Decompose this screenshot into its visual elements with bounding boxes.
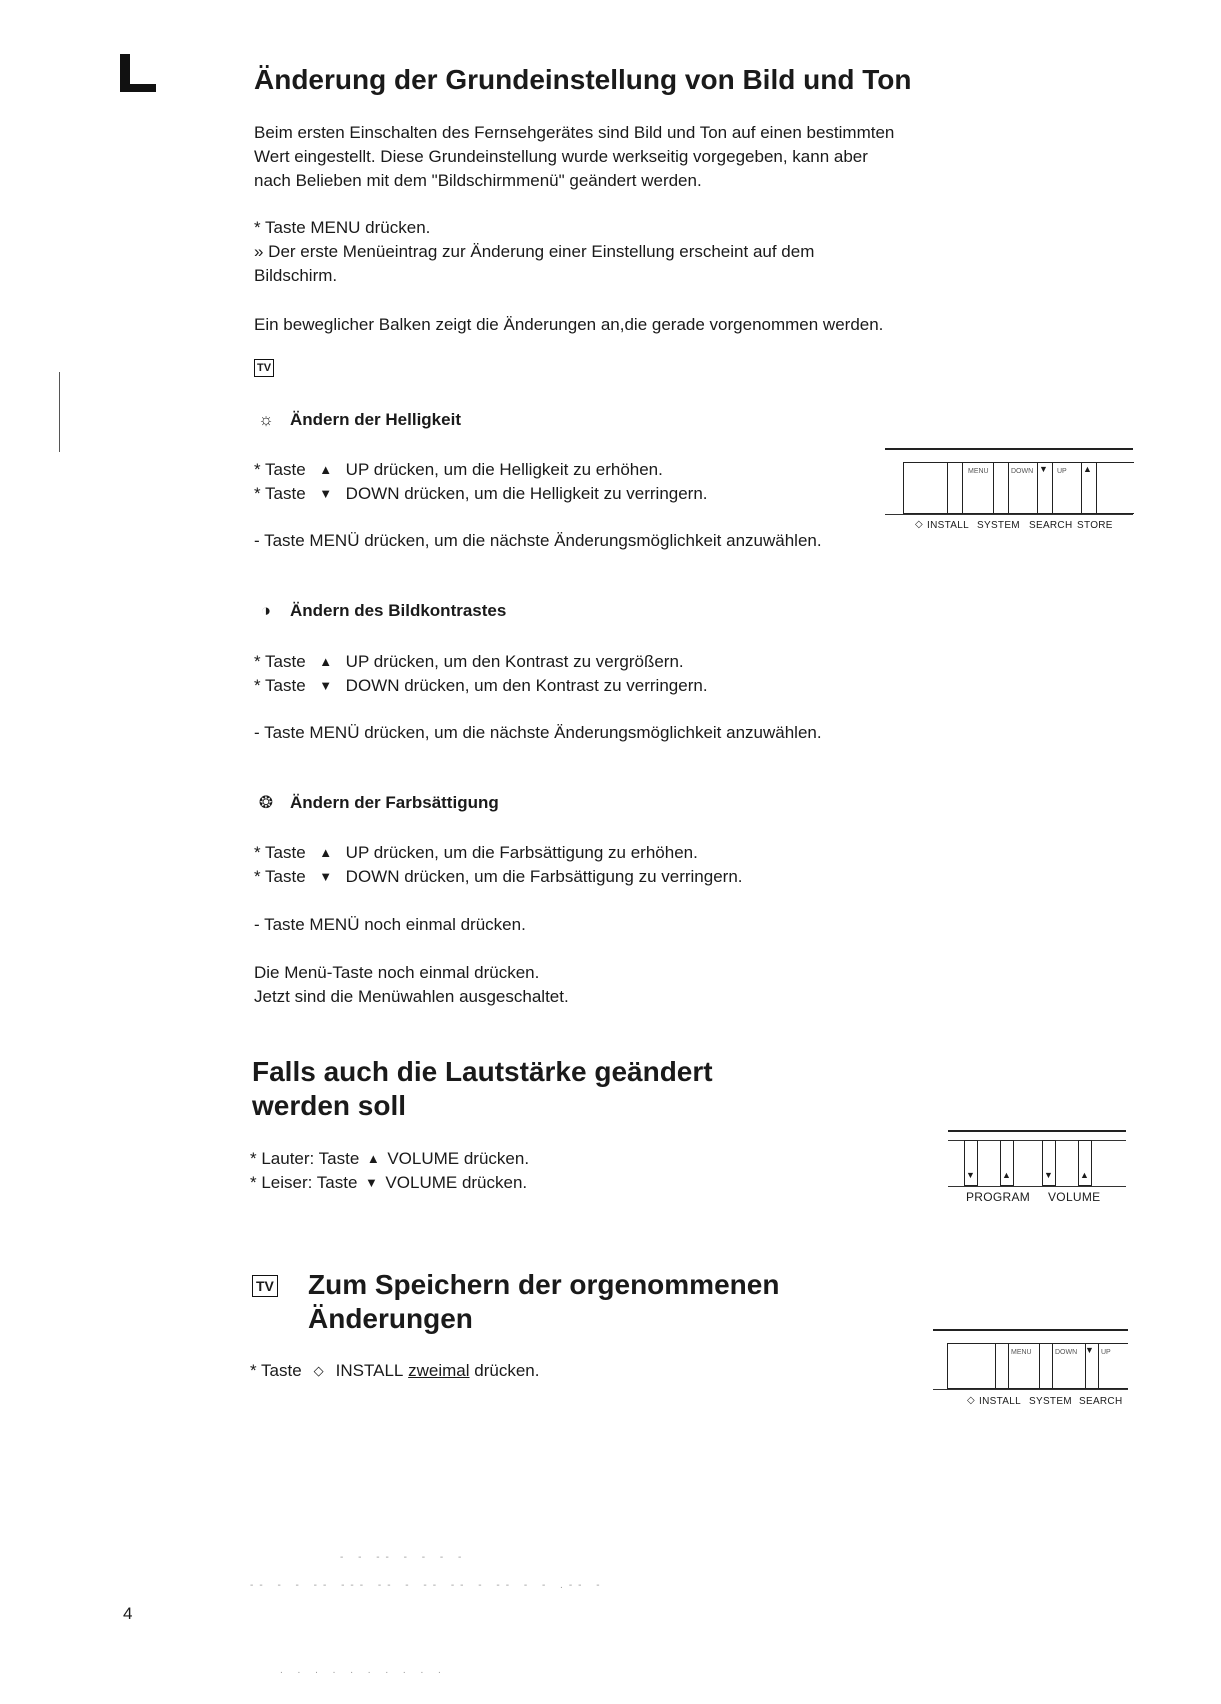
up-arrow-icon: ▲	[319, 462, 333, 477]
label-search: SEARCH	[1079, 1396, 1123, 1407]
up-arrow-icon: ▲	[1080, 1170, 1089, 1180]
saturation-next: - Taste MENÜ noch einmal drücken.	[254, 915, 526, 934]
label-install: INSTALL	[979, 1396, 1021, 1407]
page-number: 4	[123, 1604, 133, 1623]
brightness-next: - Taste MENÜ drücken, um die nächste Änderungsmöglichkeit anzuwählen.	[254, 531, 822, 550]
label-store: STORE	[1077, 520, 1113, 531]
key-label-down: DOWN	[1011, 468, 1034, 475]
label-program: PROGRAM	[966, 1190, 1031, 1204]
remote-keys-diagram-install	[933, 1329, 1133, 1419]
sun-icon: ☼	[258, 410, 274, 429]
volume-louder-line: * Lauter: Taste ▲ VOLUME drücken.	[250, 1147, 529, 1171]
manual-page: Änderung der Grundeinstellung von Bild und Ton Beim ersten Einschalten des Fernsehgerätes sind Bild und Ton auf einen bestimmten Wert eingestellt. Diese Grundeinstellung wurde werkseitig vorgegeben, kann aber nach Belieben mit dem "Bildschirmmenü" geändert werden. * Taste MENU drücken. » Der erste Menüeintrag zur Änderung einer Einstellung erscheint auf dem Bildschirm. Ein beweglicher Balken zeigt die Änderungen an,die gerade vorgenommen werden. TV ☼ Ändern der Helligkeit * Taste ▲ UP drücken, um die Helligkeit zu erhöhen. * Taste ▼ DOWN drücken, um die Helligkeit zu verringern. - Taste MENÜ drücken, um die nächste Änderungsmöglichkeit anzuwählen. ◑ Ändern des Bildkontrastes * Taste ▲ UP drücken, um den Kontrast zu vergrößern. * Taste ▼ DOWN drücken, um den Kontrast zu verringern. - Taste MENÜ drücken, um die nächste Änderungsmöglichkeit anzuwählen. ❂ Ändern der Farbsättigung * Taste ▲ UP drücken, um die Farbsättigung zu erhöhen. * Taste ▼ DOWN drücken, um die Farbsättigung zu verringern. - Taste MENÜ noch einmal drücken. Die Menü-Taste noch einmal drücken. Jetzt sind die Menüwahlen ausgeschaltet. Falls auch die Lautstärke geändert werden soll * Lauter: Taste ▲ VOLUME drücken. * Leiser: Taste ▼ VOLUME drücken. TV Zum Speichern der orgenommenen Änderungen * Taste ◇ INSTALL zweimal drücken. MENU DOWN ▼ UP ▲ ◇ INSTALL SYSTEM SEARCH STORE ▼ ▲ ▼ ▲ PROGRAM VOLUME MENU DOWN ▼ UP ◇ INSTALL SYSTEM SEARCH - - -- - - - - -- - - -- --- -- - -- -- - -- - - .-- - . . . . . . . . . . 4	[0, 0, 1221, 1704]
label-install: INSTALL	[927, 520, 969, 531]
contrast-next: - Taste MENÜ drücken, um die nächste Änderungsmöglichkeit anzuwählen.	[254, 723, 822, 742]
section-marker-L	[120, 54, 156, 92]
down-arrow-icon: ▼	[319, 869, 333, 884]
volume-quieter-line: * Leiser: Taste ▼ VOLUME drücken.	[250, 1171, 527, 1195]
key-label-menu: MENU	[968, 468, 989, 475]
brightness-heading-text: Ändern der Helligkeit	[290, 410, 461, 429]
remote-keys-diagram-menu	[885, 448, 1135, 538]
menu-step-line: Bildschirm.	[254, 266, 338, 285]
remote-key	[947, 462, 963, 514]
up-arrow-icon: ▲	[1083, 464, 1092, 474]
scan-noise: . . . . . . . . . .	[280, 1665, 447, 1676]
remote-key	[995, 1343, 1009, 1389]
saturation-heading-text: Ändern der Farbsättigung	[290, 793, 499, 812]
contrast-heading	[254, 601, 506, 621]
contrast-up-line: * Taste ▲ UP drücken, um den Kontrast zu vergrößern.	[254, 650, 684, 674]
label-search: SEARCH	[1029, 520, 1073, 531]
up-arrow-icon: ▲	[319, 654, 333, 669]
saturation-up-line: * Taste ▲ UP drücken, um die Farbsättigung zu erhöhen.	[254, 841, 698, 865]
label-system: SYSTEM	[977, 520, 1020, 531]
brightness-heading	[254, 410, 461, 430]
volume-heading: Falls auch die Lautstärke geändert werden soll	[252, 1056, 713, 1121]
key-label-down: DOWN	[1055, 1349, 1078, 1356]
intro-line: nach Belieben mit dem "Bildschirmmenü" geändert werden.	[254, 171, 702, 190]
remote-key	[1039, 1343, 1053, 1389]
remote-key	[993, 462, 1009, 514]
saturation-heading	[254, 793, 499, 813]
down-arrow-icon: ▼	[319, 486, 333, 501]
scan-noise: -- - - -- --- -- - -- -- - -- - - .-- -	[250, 1580, 606, 1591]
contrast-heading-text: Ändern des Bildkontrastes	[290, 601, 507, 620]
up-arrow-icon: ▲	[366, 1151, 380, 1166]
down-arrow-icon: ▼	[1039, 464, 1048, 474]
down-arrow-icon: ▼	[364, 1175, 378, 1190]
page-title: Änderung der Grundeinstellung von Bild und Ton	[254, 64, 912, 95]
closing-paragraph: Die Menü-Taste noch einmal drücken. Jetzt sind die Menüwahlen ausgeschaltet.	[254, 963, 569, 1006]
label-system: SYSTEM	[1029, 1396, 1072, 1407]
tv-icon: TV	[254, 359, 274, 377]
key-label-menu: MENU	[1011, 1349, 1032, 1356]
remote-keys-diagram-volume	[948, 1130, 1128, 1220]
down-arrow-icon: ▼	[1085, 1345, 1094, 1355]
up-arrow-icon: ▲	[1002, 1170, 1011, 1180]
menu-step-line: * Taste MENU drücken.	[254, 218, 431, 237]
menu-step-line: » Der erste Menüeintrag zur Änderung einer Einstellung erscheint auf dem	[254, 242, 815, 261]
store-line: * Taste ◇ INSTALL zweimal drücken.	[250, 1359, 539, 1383]
diamond-icon: ◇	[967, 1395, 975, 1406]
color-icon: ❂	[258, 793, 274, 812]
install-diamond-icon: ◇	[313, 1363, 324, 1378]
down-arrow-icon: ▼	[319, 678, 333, 693]
brightness-down-line: * Taste ▼ DOWN drücken, um die Helligkeit zu verringern.	[254, 482, 708, 506]
contrast-down-line: * Taste ▼ DOWN drücken, um den Kontrast zu verringern.	[254, 674, 708, 698]
intro-line: Wert eingestellt. Diese Grundeinstellung wurde werkseitig vorgegeben, kann aber	[254, 147, 868, 166]
intro-paragraph	[254, 121, 894, 193]
up-arrow-icon: ▲	[319, 845, 333, 860]
tv-icon: TV	[252, 1275, 278, 1297]
down-arrow-icon: ▼	[966, 1170, 975, 1180]
bar-note: Ein beweglicher Balken zeigt die Änderungen an,die gerade vorgenommen werden.	[254, 315, 884, 334]
menu-step	[254, 216, 814, 288]
brightness-up-line: * Taste ▲ UP drücken, um die Helligkeit zu erhöhen.	[254, 458, 663, 482]
diamond-icon: ◇	[915, 519, 923, 530]
label-volume: VOLUME	[1048, 1190, 1101, 1204]
saturation-down-line: * Taste ▼ DOWN drücken, um die Farbsättigung zu verringern.	[254, 865, 743, 889]
key-label-up: UP	[1101, 1349, 1111, 1356]
half-circle-icon: ◑	[260, 601, 272, 620]
margin-rule	[59, 372, 60, 452]
scan-noise: - - -- - - - -	[340, 1552, 468, 1563]
key-label-up: UP	[1057, 468, 1067, 475]
down-arrow-icon: ▼	[1044, 1170, 1053, 1180]
intro-line: Beim ersten Einschalten des Fernsehgerätes sind Bild und Ton auf einen bestimmten	[254, 123, 895, 142]
